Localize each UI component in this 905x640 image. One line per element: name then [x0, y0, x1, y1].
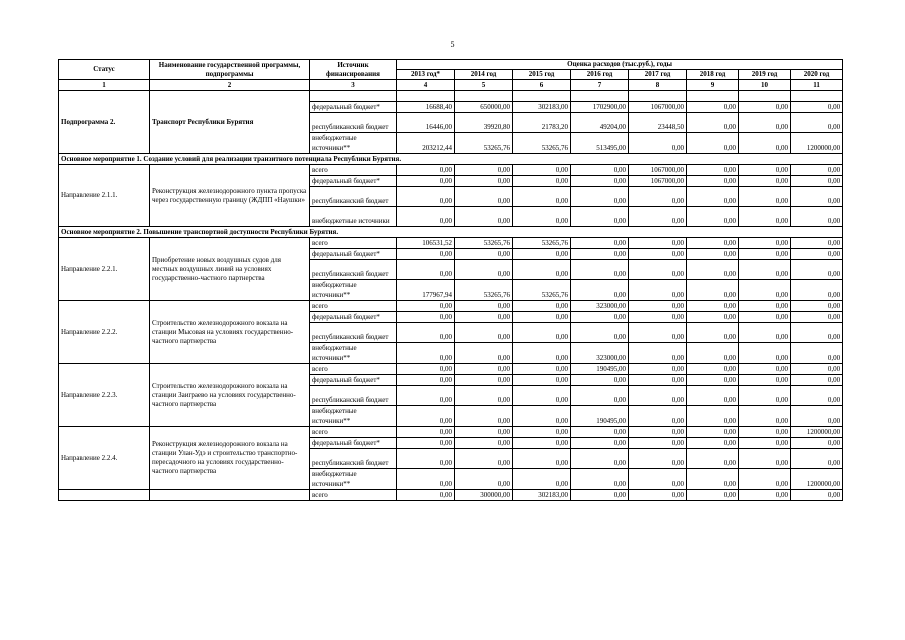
value-cell: 0,00 [629, 364, 687, 375]
value-cell: 0,00 [571, 176, 629, 187]
value-cell: 0,00 [791, 301, 843, 312]
value-cell: 0,00 [455, 165, 513, 176]
value-cell: 0,00 [513, 469, 571, 490]
funding-source: всего [310, 165, 397, 176]
section-heading: Основное мероприятие 1. Создание условий для реализации транзитного потенциала Республики Бурятия. [59, 154, 843, 165]
table-row [59, 238, 843, 249]
value-cell: 106531,52 [397, 238, 455, 249]
value-cell: 0,00 [513, 312, 571, 323]
column-number: 1 [59, 80, 150, 91]
header-year: 2014 год [455, 70, 513, 80]
funding-source [310, 91, 397, 102]
value-cell: 0,00 [629, 449, 687, 469]
table-row [59, 364, 843, 375]
value-cell: 0,00 [739, 375, 791, 386]
value-cell: 0,00 [629, 386, 687, 406]
value-cell: 0,00 [455, 427, 513, 438]
value-cell: 0,00 [571, 490, 629, 501]
value-cell: 0,00 [791, 490, 843, 501]
value-cell: 0,00 [571, 249, 629, 260]
value-cell [687, 91, 739, 102]
value-cell: 0,00 [739, 490, 791, 501]
value-cell: 0,00 [455, 301, 513, 312]
value-cell: 0,00 [687, 364, 739, 375]
value-cell: 0,00 [571, 449, 629, 469]
value-cell: 0,00 [397, 312, 455, 323]
header-year: 2016 год [571, 70, 629, 80]
value-cell: 0,00 [629, 438, 687, 449]
header-year: 2019 год [739, 70, 791, 80]
value-cell: 0,00 [397, 249, 455, 260]
row-status: Направление 2.2.3. [59, 364, 150, 427]
value-cell: 177967,94 [397, 280, 455, 301]
value-cell: 0,00 [629, 249, 687, 260]
value-cell: 0,00 [687, 375, 739, 386]
value-cell: 0,00 [791, 102, 843, 113]
row-status: Направление 2.2.1. [59, 238, 150, 301]
value-cell: 1067000,00 [629, 102, 687, 113]
value-cell: 0,00 [513, 207, 571, 227]
value-cell: 53265,76 [513, 280, 571, 301]
value-cell: 0,00 [739, 469, 791, 490]
column-number: 9 [687, 80, 739, 91]
value-cell: 0,00 [629, 238, 687, 249]
value-cell: 0,00 [455, 260, 513, 280]
value-cell: 16446,00 [397, 113, 455, 133]
value-cell: 0,00 [739, 343, 791, 364]
value-cell: 300000,00 [455, 490, 513, 501]
value-cell: 0,00 [687, 165, 739, 176]
row-status: Направление 2.2.2. [59, 301, 150, 364]
column-number: 4 [397, 80, 455, 91]
value-cell: 0,00 [739, 438, 791, 449]
value-cell: 0,00 [687, 176, 739, 187]
value-cell: 0,00 [571, 427, 629, 438]
value-cell: 0,00 [455, 249, 513, 260]
value-cell: 0,00 [513, 301, 571, 312]
value-cell: 0,00 [687, 187, 739, 207]
value-cell: 0,00 [739, 176, 791, 187]
header-year: 2017 год [629, 70, 687, 80]
table-row [59, 165, 843, 176]
value-cell: 0,00 [687, 113, 739, 133]
value-cell: 0,00 [571, 187, 629, 207]
value-cell: 0,00 [571, 375, 629, 386]
value-cell: 1200000,00 [791, 133, 843, 154]
value-cell: 0,00 [739, 238, 791, 249]
value-cell: 0,00 [397, 260, 455, 280]
value-cell: 0,00 [791, 364, 843, 375]
header-source: Источник финансирования [310, 60, 397, 80]
value-cell: 1200000,00 [791, 469, 843, 490]
funding-source: республиканский бюджет [310, 323, 397, 343]
value-cell: 53265,76 [513, 133, 571, 154]
value-cell: 0,00 [397, 207, 455, 227]
value-cell: 0,00 [513, 427, 571, 438]
row-program-name: Реконструкция железнодорожного пункта пропуска через государственную границу (ЖДПП «Наушки» [150, 165, 310, 227]
value-cell: 0,00 [791, 176, 843, 187]
section-heading: Основное мероприятие 2. Повышение транспортной доступности Республики Бурятия. [59, 227, 843, 238]
funding-source: внебюджетные источники** [310, 133, 397, 154]
value-cell: 0,00 [397, 427, 455, 438]
value-cell: 0,00 [455, 386, 513, 406]
value-cell: 0,00 [629, 301, 687, 312]
value-cell: 0,00 [739, 187, 791, 207]
value-cell: 0,00 [791, 406, 843, 427]
value-cell: 0,00 [687, 260, 739, 280]
value-cell: 0,00 [571, 438, 629, 449]
row-program-name: Строительство железнодорожного вокзала на станции Заиграево на условиях государственно-частного партнерства [150, 364, 310, 427]
value-cell: 0,00 [397, 343, 455, 364]
header-program-name: Наименование государственной программы, подпрограммы [150, 60, 310, 80]
value-cell: 0,00 [513, 323, 571, 343]
value-cell: 0,00 [455, 364, 513, 375]
value-cell: 323000,00 [571, 301, 629, 312]
value-cell: 1200000,00 [791, 427, 843, 438]
value-cell: 0,00 [455, 312, 513, 323]
funding-source: федеральный бюджет* [310, 375, 397, 386]
value-cell: 0,00 [687, 312, 739, 323]
value-cell: 0,00 [791, 323, 843, 343]
value-cell: 0,00 [687, 438, 739, 449]
value-cell: 203212,44 [397, 133, 455, 154]
table-row [59, 427, 843, 438]
value-cell: 650000,00 [455, 102, 513, 113]
value-cell [629, 91, 687, 102]
value-cell: 0,00 [397, 323, 455, 343]
value-cell: 0,00 [687, 102, 739, 113]
value-cell: 0,00 [739, 323, 791, 343]
section-heading-row [59, 227, 843, 238]
value-cell: 0,00 [687, 469, 739, 490]
header-year: 2018 год [687, 70, 739, 80]
value-cell: 0,00 [397, 438, 455, 449]
value-cell: 0,00 [739, 386, 791, 406]
funding-source: внебюджетные источники** [310, 469, 397, 490]
value-cell: 0,00 [687, 449, 739, 469]
funding-source: республиканский бюджет [310, 260, 397, 280]
value-cell: 0,00 [397, 301, 455, 312]
value-cell: 190495,00 [571, 406, 629, 427]
value-cell: 0,00 [739, 364, 791, 375]
budget-table [58, 59, 843, 501]
value-cell: 0,00 [571, 238, 629, 249]
value-cell: 0,00 [455, 323, 513, 343]
value-cell: 0,00 [629, 312, 687, 323]
value-cell: 0,00 [455, 406, 513, 427]
row-program-name [150, 490, 310, 501]
value-cell: 0,00 [571, 165, 629, 176]
row-status [59, 490, 150, 501]
value-cell: 23448,50 [629, 113, 687, 133]
value-cell: 513495,00 [571, 133, 629, 154]
value-cell: 0,00 [739, 449, 791, 469]
value-cell: 0,00 [629, 260, 687, 280]
value-cell: 0,00 [455, 343, 513, 364]
value-cell: 0,00 [629, 207, 687, 227]
value-cell: 0,00 [513, 406, 571, 427]
column-number: 8 [629, 80, 687, 91]
value-cell: 0,00 [571, 386, 629, 406]
value-cell: 0,00 [455, 469, 513, 490]
value-cell: 0,00 [571, 207, 629, 227]
value-cell: 0,00 [739, 427, 791, 438]
value-cell: 53265,76 [513, 238, 571, 249]
value-cell: 1067000,00 [629, 176, 687, 187]
value-cell: 0,00 [571, 260, 629, 280]
value-cell: 0,00 [791, 207, 843, 227]
value-cell: 0,00 [739, 260, 791, 280]
value-cell: 0,00 [397, 469, 455, 490]
funding-source: всего [310, 490, 397, 501]
value-cell: 0,00 [739, 312, 791, 323]
value-cell: 0,00 [571, 469, 629, 490]
value-cell: 0,00 [629, 490, 687, 501]
value-cell: 0,00 [739, 113, 791, 133]
value-cell: 0,00 [455, 207, 513, 227]
value-cell [397, 91, 455, 102]
funding-source: федеральный бюджет* [310, 438, 397, 449]
row-status: Направление 2.2.4. [59, 427, 150, 490]
table-row [59, 301, 843, 312]
value-cell: 0,00 [513, 165, 571, 176]
section-heading-row [59, 154, 843, 165]
value-cell: 0,00 [739, 301, 791, 312]
value-cell: 0,00 [571, 280, 629, 301]
value-cell: 0,00 [513, 364, 571, 375]
value-cell: 0,00 [791, 113, 843, 133]
value-cell: 0,00 [629, 427, 687, 438]
value-cell: 0,00 [629, 406, 687, 427]
value-cell: 0,00 [397, 449, 455, 469]
value-cell: 53265,76 [455, 280, 513, 301]
funding-source: республиканский бюджет [310, 187, 397, 207]
column-number: 3 [310, 80, 397, 91]
row-program-name: Реконструкция железнодорожного вокзала на станции Улан-Удэ и строительство транспортно-пересадочного на условиях государственно-частного партнерства [150, 427, 310, 490]
funding-source: всего [310, 427, 397, 438]
value-cell: 1067000,00 [629, 165, 687, 176]
value-cell [739, 91, 791, 102]
value-cell: 1702900,00 [571, 102, 629, 113]
value-cell: 0,00 [791, 249, 843, 260]
value-cell: 0,00 [397, 165, 455, 176]
value-cell: 302183,00 [513, 102, 571, 113]
value-cell: 0,00 [629, 343, 687, 364]
value-cell: 0,00 [791, 343, 843, 364]
value-cell: 323000,00 [571, 343, 629, 364]
value-cell: 0,00 [739, 133, 791, 154]
value-cell: 0,00 [791, 386, 843, 406]
value-cell [791, 91, 843, 102]
table-row [59, 91, 843, 102]
value-cell: 0,00 [739, 249, 791, 260]
value-cell: 0,00 [687, 343, 739, 364]
value-cell [513, 91, 571, 102]
value-cell: 0,00 [455, 375, 513, 386]
funding-source: всего [310, 301, 397, 312]
value-cell: 0,00 [687, 301, 739, 312]
value-cell: 0,00 [739, 102, 791, 113]
header-column-numbers-row [59, 80, 843, 91]
funding-source: федеральный бюджет* [310, 176, 397, 187]
row-status: Направление 2.1.1. [59, 165, 150, 227]
value-cell: 53265,76 [455, 133, 513, 154]
value-cell: 0,00 [513, 249, 571, 260]
funding-source: федеральный бюджет* [310, 102, 397, 113]
funding-source: всего [310, 364, 397, 375]
value-cell: 0,00 [687, 207, 739, 227]
funding-source: внебюджетные источники [310, 207, 397, 227]
value-cell: 0,00 [791, 280, 843, 301]
value-cell: 0,00 [687, 323, 739, 343]
value-cell: 0,00 [513, 438, 571, 449]
value-cell: 0,00 [629, 133, 687, 154]
column-number: 10 [739, 80, 791, 91]
funding-source: республиканский бюджет [310, 386, 397, 406]
table-row [59, 490, 843, 501]
value-cell: 0,00 [687, 427, 739, 438]
value-cell: 0,00 [629, 323, 687, 343]
value-cell: 0,00 [687, 249, 739, 260]
table-body [59, 91, 843, 501]
funding-source: федеральный бюджет* [310, 312, 397, 323]
value-cell: 0,00 [397, 187, 455, 207]
value-cell: 0,00 [739, 165, 791, 176]
value-cell: 0,00 [397, 386, 455, 406]
column-number: 7 [571, 80, 629, 91]
value-cell: 302183,00 [513, 490, 571, 501]
value-cell: 49204,00 [571, 113, 629, 133]
row-program-name: Приобретение новых воздушных судов для местных воздушных линий на условиях государственно-частного партнерства [150, 238, 310, 301]
value-cell: 0,00 [687, 280, 739, 301]
value-cell: 0,00 [513, 375, 571, 386]
column-number: 2 [150, 80, 310, 91]
row-status: Подпрограмма 2. [59, 91, 150, 154]
header-status: Статус [59, 60, 150, 80]
funding-source: внебюджетные источники** [310, 343, 397, 364]
value-cell: 0,00 [455, 449, 513, 469]
row-program-name: Строительство железнодорожного вокзала на станции Мысовая на условиях государственно-частного партнерства [150, 301, 310, 364]
value-cell: 0,00 [455, 438, 513, 449]
value-cell: 0,00 [791, 438, 843, 449]
funding-source: всего [310, 238, 397, 249]
value-cell: 0,00 [791, 449, 843, 469]
value-cell: 0,00 [629, 375, 687, 386]
funding-source: внебюджетные источники** [310, 406, 397, 427]
value-cell: 0,00 [629, 187, 687, 207]
funding-source: республиканский бюджет [310, 113, 397, 133]
value-cell: 0,00 [571, 312, 629, 323]
value-cell: 0,00 [397, 490, 455, 501]
value-cell: 0,00 [791, 165, 843, 176]
header-year: 2020 год [791, 70, 843, 80]
value-cell: 0,00 [629, 469, 687, 490]
value-cell: 53265,76 [455, 238, 513, 249]
value-cell: 21783,20 [513, 113, 571, 133]
value-cell: 0,00 [739, 406, 791, 427]
value-cell: 0,00 [455, 187, 513, 207]
value-cell: 16688,40 [397, 102, 455, 113]
value-cell: 0,00 [513, 187, 571, 207]
value-cell: 0,00 [397, 176, 455, 187]
value-cell: 0,00 [571, 323, 629, 343]
value-cell: 0,00 [791, 187, 843, 207]
value-cell: 0,00 [739, 207, 791, 227]
value-cell: 0,00 [397, 364, 455, 375]
value-cell: 0,00 [791, 260, 843, 280]
header-year: 2015 год [513, 70, 571, 80]
header-year: 2013 год* [397, 70, 455, 80]
value-cell: 0,00 [739, 280, 791, 301]
funding-source: республиканский бюджет [310, 449, 397, 469]
value-cell: 0,00 [397, 375, 455, 386]
row-program-name: Транспорт Республики Бурятия [150, 91, 310, 154]
value-cell: 0,00 [513, 343, 571, 364]
value-cell: 0,00 [397, 406, 455, 427]
value-cell [571, 91, 629, 102]
value-cell: 0,00 [791, 375, 843, 386]
value-cell: 0,00 [687, 490, 739, 501]
value-cell: 0,00 [687, 386, 739, 406]
value-cell: 0,00 [455, 176, 513, 187]
value-cell: 0,00 [513, 260, 571, 280]
value-cell: 0,00 [513, 449, 571, 469]
column-number: 5 [455, 80, 513, 91]
column-number: 11 [791, 80, 843, 91]
value-cell [455, 91, 513, 102]
page-number: 5 [450, 40, 455, 49]
value-cell: 0,00 [513, 386, 571, 406]
value-cell: 0,00 [791, 238, 843, 249]
funding-source: федеральный бюджет* [310, 249, 397, 260]
value-cell: 190495,00 [571, 364, 629, 375]
value-cell: 0,00 [687, 238, 739, 249]
value-cell: 0,00 [687, 406, 739, 427]
column-number: 6 [513, 80, 571, 91]
value-cell: 0,00 [629, 280, 687, 301]
header-costs: Оценка расходов (тыс.руб.), годы [397, 60, 843, 70]
value-cell: 0,00 [687, 133, 739, 154]
value-cell: 0,00 [791, 312, 843, 323]
funding-source: внебюджетные источники** [310, 280, 397, 301]
value-cell: 39920,80 [455, 113, 513, 133]
value-cell: 0,00 [513, 176, 571, 187]
